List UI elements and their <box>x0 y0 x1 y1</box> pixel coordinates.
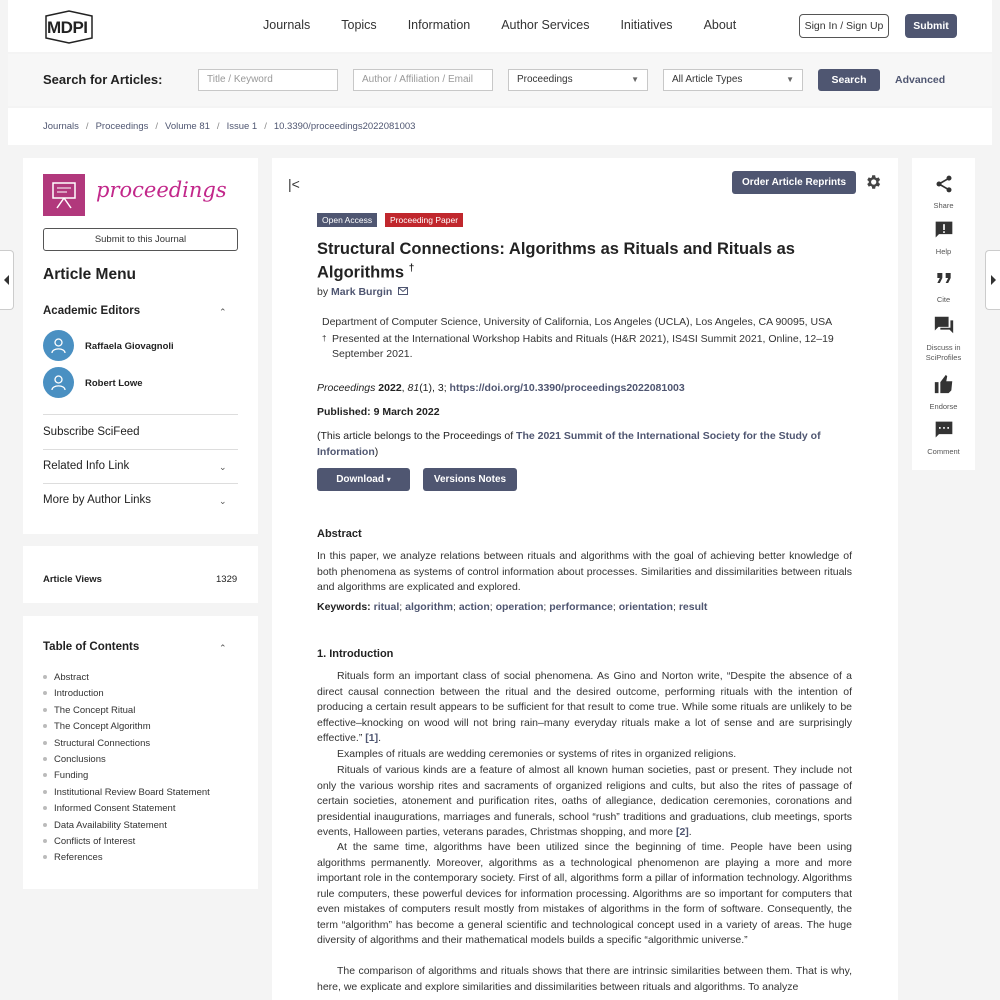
logo-text: MDPI <box>47 18 88 37</box>
bullet-icon <box>43 724 47 728</box>
avatar <box>43 367 74 398</box>
toc-item[interactable]: The Concept Algorithm <box>54 721 151 733</box>
breadcrumb-issue[interactable]: Issue 1 <box>226 121 258 132</box>
cite-rest: (1), 3; <box>419 382 447 394</box>
nav-author-services[interactable]: Author Services <box>501 18 590 32</box>
bullet-icon <box>43 675 47 679</box>
caret-down-icon: ▼ <box>631 75 639 84</box>
title-footnote-mark: † <box>408 263 415 274</box>
bullet-icon <box>43 790 47 794</box>
caret-down-icon: ▼ <box>786 75 794 84</box>
keyword-link[interactable]: result <box>678 601 708 613</box>
keyword-link[interactable]: algorithm <box>405 601 453 613</box>
intro-paragraph <box>317 747 852 763</box>
belongs-to <box>317 429 857 460</box>
note-mark: † <box>322 334 327 343</box>
by-label: by <box>317 286 329 298</box>
chevron-up-icon[interactable]: ⌃ <box>219 643 227 653</box>
keywords-label: Keywords: <box>317 601 371 613</box>
chevron-down-icon[interactable]: ⌄ <box>219 462 227 472</box>
cite-action[interactable] <box>912 268 975 305</box>
comment-action[interactable] <box>912 420 975 457</box>
intro-paragraph: Rituals of various kinds are a feature of almost all known human societies, past or present. They include not only the various worship rites and sacraments of organized religions and cults, but also the rites of passage of certain societies, atonement and purification rites, oaths of allegiance, dedication ceremonies, coronations and presidential inaugurations, marriages and funerals, school “rush” traditions and graduations, club meetings, sports events, Halloween parties, veterans parades, Christmas shopping, and more [2]. <box>317 764 852 838</box>
article-type-badge: Proceeding Paper <box>385 213 463 227</box>
help-action[interactable] <box>912 220 975 257</box>
comment-icon <box>934 420 954 440</box>
open-access-badge: Open Access <box>317 213 377 227</box>
arrow-right-icon <box>991 275 996 285</box>
paragraph-text: At the same time, algorithms have been utilized since the beginning of time. People have been using algorithms permanently. Moreover, algorithms as a technological phenomenon are playing a more and more important role in the contemporary society. First of all, algorithms form a pillar of information technology. Algorithms rule computers, these powerful devices for information processing. Algorithms are so important for computers that even mistakes of computers result mostly from mistakes of algorithms in the form of software. Consequently, the term “algorithm” has become a general scientific and technological concept used in a variety of areas. The huge diversity of algorithms and their mathematical models builds a specific “algorithmic universe.” <box>317 841 852 946</box>
divider <box>43 414 238 415</box>
article-type-value: All Article Types <box>672 74 743 85</box>
comment-label: Comment <box>927 447 960 456</box>
advanced-search-link[interactable]: Advanced <box>895 74 946 86</box>
editor-name[interactable]: Robert Lowe <box>85 378 143 389</box>
presentation-note: Presented at the International Workshop Habits and Rituals (H&R 2021), IS4SI Summit 2021, Online, 12–19 September 2021. <box>332 333 834 360</box>
keyword-separator: ; <box>399 601 406 613</box>
toc-item[interactable]: Abstract <box>54 672 89 683</box>
article-views-label: Article Views <box>43 574 102 585</box>
related-info-link[interactable]: Related Info Link <box>43 460 130 472</box>
main-nav <box>263 18 767 32</box>
discuss-label: Discuss in SciProfiles <box>925 343 962 362</box>
breadcrumb-separator: / <box>264 121 267 132</box>
published-date: Published: 9 March 2022 <box>317 406 440 418</box>
arrow-left-icon <box>4 275 9 285</box>
keyword-link[interactable]: performance <box>549 601 613 613</box>
proceedings-link[interactable]: The 2021 Summit of the International Society for the Study of Information <box>317 430 821 458</box>
right-panel-toggle[interactable] <box>985 250 1000 310</box>
breadcrumb-journals[interactable]: Journals <box>43 121 79 132</box>
thumbs-up-icon <box>933 373 955 395</box>
bullet-icon <box>43 691 47 695</box>
bullet-icon <box>43 708 47 712</box>
search-bar <box>8 54 992 106</box>
paragraph-text: The comparison of algorithms and rituals shows that there are intrinsic similarities between them. That is why, here, we explicate and explore similarities and dissimilarities between rituals and algorithms. To analyze <box>317 965 852 993</box>
bullet-icon <box>43 757 47 761</box>
article-title-text: Structural Connections: Algorithms as Rituals and Rituals as Algorithms <box>317 240 795 282</box>
paragraph-text: Rituals of various kinds are a feature of almost all known human societies, past or present. They include not only the various worship rites and sacraments of organized religions and cults, but also the rites of passage of certain societies, atonement and purification rites, oaths of allegiance, dedication ceremonies, coronations and presidential inaugurations, marriages and funerals, school “rush” traditions and graduations, club meetings, sports events, Halloween parties, veterans parades, Christmas shopping, and more <box>317 764 852 838</box>
presentation-board-icon <box>43 174 85 216</box>
toc-item[interactable]: References <box>54 852 103 864</box>
article-main <box>272 158 898 1000</box>
chevron-down-icon: ▾ <box>386 475 391 484</box>
keyword-list <box>374 601 708 613</box>
gear-icon[interactable] <box>864 173 882 191</box>
subscribe-scifeed-link[interactable]: Subscribe SciFeed <box>43 426 140 438</box>
toc-item[interactable]: Data Availability Statement <box>54 819 167 831</box>
bullet-icon <box>43 855 47 859</box>
intro-paragraph: Rituals form an important class of social phenomena. As Gino and Norton write, “Despite the absence of a direct causal connection between the ritual and the desired outcome, performing rituals with the intention of producing a certain result appears to be sufficient for that result to come true. While some rituals are unlikely to be effective–knocking on wood will not bring rain–many everyday rituals make a lot of sense and are surprisingly effective.” [1]. <box>317 670 852 744</box>
doi-link[interactable]: https://doi.org/10.3390/proceedings2022081003 <box>449 382 685 394</box>
bullet-icon <box>43 773 47 777</box>
person-icon <box>50 374 67 391</box>
article-views-card <box>23 546 258 603</box>
toc-item[interactable]: Structural Connections <box>54 737 151 749</box>
abstract-title: Abstract <box>317 528 362 540</box>
keyword-input[interactable]: Title / Keyword <box>198 69 338 91</box>
keyword-separator: ; <box>672 601 679 613</box>
search-label: Search for Articles: <box>43 72 163 87</box>
toc-card <box>23 616 258 889</box>
help-label: Help <box>935 247 952 256</box>
keyword-link[interactable]: ritual <box>373 601 400 613</box>
keyword-link[interactable]: action <box>458 601 490 613</box>
divider <box>43 449 238 450</box>
editor-name[interactable]: Raffaela Giovagnoli <box>85 341 174 352</box>
nav-topics[interactable]: Topics <box>341 18 377 32</box>
breadcrumb <box>43 121 415 132</box>
cite-label: Cite <box>936 295 951 304</box>
author-input[interactable]: Author / Affiliation / Email <box>353 69 493 91</box>
bullet-icon <box>43 741 47 745</box>
introduction-title: 1. Introduction <box>317 648 394 660</box>
keywords <box>317 601 707 613</box>
citation: Proceedings 2022, 81(1), 3; https://doi.org/10.3390/proceedings2022081003 <box>317 382 685 394</box>
toc-item[interactable]: The Concept Ritual <box>54 704 136 716</box>
bullet-icon <box>43 806 47 810</box>
author-name[interactable]: Mark Burgin <box>331 286 393 298</box>
bullet-icon <box>43 823 47 827</box>
journal-name[interactable]: proceedings <box>96 178 227 202</box>
share-label: Share <box>933 201 954 210</box>
submit-button[interactable]: Submit <box>905 14 957 38</box>
intro-paragraph <box>317 964 852 995</box>
nav-initiatives[interactable]: Initiatives <box>620 18 673 32</box>
belongs-prefix: (This article belongs to the Proceedings of <box>317 430 517 442</box>
toc-title[interactable]: Table of Contents <box>43 641 140 653</box>
reference-link[interactable]: [2] <box>675 826 689 838</box>
signin-button[interactable]: Sign In / Sign Up <box>799 14 889 38</box>
abstract-text: In this paper, we analyze relations between rituals and algorithms with the goal of achieving better knowledge of both phenomena as systems of control information about processes. Similarities and dissimilarities between rituals and algorithms are explicated and explored. <box>317 550 852 593</box>
keyword-separator: ; <box>543 601 550 613</box>
person-icon <box>50 337 67 354</box>
keyword-separator: ; <box>612 601 619 613</box>
nav-about[interactable]: About <box>703 18 737 32</box>
belongs-suffix: ) <box>374 445 379 458</box>
article-title <box>317 240 837 283</box>
keyword-separator: ; <box>452 601 459 613</box>
keyword-link[interactable]: orientation <box>618 601 673 613</box>
collapse-sidebar-icon[interactable]: |< <box>288 176 300 192</box>
keyword-link[interactable]: operation <box>495 601 544 613</box>
discuss-action[interactable] <box>912 314 975 363</box>
share-icon <box>934 174 954 194</box>
authors <box>317 286 408 298</box>
avatar <box>43 330 74 361</box>
keyword-separator: ; <box>489 601 496 613</box>
breadcrumb-separator: / <box>155 121 159 132</box>
chevron-up-icon[interactable]: ⌃ <box>219 307 227 317</box>
toc-item[interactable]: Conclusions <box>54 754 106 765</box>
left-panel-toggle[interactable] <box>0 250 14 310</box>
reference-link[interactable]: [1] <box>365 732 379 744</box>
author-links[interactable]: More by Author Links <box>43 494 152 506</box>
divider <box>43 483 238 484</box>
forum-icon <box>933 314 955 336</box>
chevron-down-icon[interactable]: ⌄ <box>219 496 227 506</box>
mdpi-logo[interactable] <box>43 10 95 44</box>
quote-icon <box>934 268 954 288</box>
order-reprints-button[interactable]: Order Article Reprints <box>732 171 856 194</box>
breadcrumb-doi: 10.3390/proceedings2022081003 <box>273 121 416 132</box>
affiliation: Department of Computer Science, University of California, Los Angeles (UCLA), Los Angeles, CA 90095, USA <box>322 316 833 328</box>
download-button[interactable] <box>317 468 410 491</box>
intro-paragraph <box>317 840 852 949</box>
article-type-select[interactable] <box>663 69 803 91</box>
journal-select-value: Proceedings <box>517 74 573 85</box>
article-menu-title: Article Menu <box>43 266 137 283</box>
breadcrumb-bar <box>8 108 992 145</box>
academic-editors-title[interactable]: Academic Editors <box>43 305 141 317</box>
versions-notes-button[interactable]: Versions Notes <box>423 468 517 491</box>
toc-item[interactable]: Introduction <box>54 688 104 700</box>
cite-year: 2022 <box>378 382 402 394</box>
article-menu-card <box>23 158 258 534</box>
download-label: Download <box>336 474 384 485</box>
nav-information[interactable]: Information <box>407 18 471 32</box>
breadcrumb-separator: / <box>216 121 220 132</box>
cite-volume: 81 <box>407 382 420 394</box>
journal-select[interactable] <box>508 69 648 91</box>
toc-item[interactable]: Conflicts of Interest <box>54 836 136 847</box>
endorse-label: Endorse <box>929 402 958 411</box>
cite-journal: Proceedings <box>317 382 376 394</box>
toc-item[interactable]: Funding <box>54 770 89 782</box>
breadcrumb-proceedings[interactable]: Proceedings <box>95 121 149 132</box>
search-button[interactable]: Search <box>818 69 880 91</box>
breadcrumb-volume[interactable]: Volume 81 <box>165 121 210 132</box>
share-action[interactable] <box>912 174 975 211</box>
breadcrumb-separator: / <box>85 121 89 132</box>
email-icon[interactable] <box>398 287 408 295</box>
nav-journals[interactable]: Journals <box>263 18 311 32</box>
paragraph-text: Examples of rituals are wedding ceremonies or systems of rites in organized religions. <box>337 748 737 760</box>
help-icon <box>934 220 954 240</box>
right-action-bar <box>912 158 975 470</box>
toc-item[interactable]: Institutional Review Board Statement <box>54 786 210 798</box>
submit-to-journal-button[interactable]: Submit to this Journal <box>43 228 238 251</box>
endorse-action[interactable] <box>912 373 975 412</box>
article-views-value: 1329 <box>216 574 238 585</box>
top-header <box>8 0 992 52</box>
bullet-icon <box>43 839 47 843</box>
journal-logo-icon[interactable] <box>43 174 85 216</box>
paragraph-text: Rituals form an important class of social phenomena. As Gino and Norton write, “Despite the absence of a direct causal connection between the ritual and the desired outcome, performing rituals with the intention of producing a certain result appears to be sufficient for that result to come true. While some rituals are unlikely to be effective–knocking on wood will not bring rain–many everyday rituals make a lot of sense and are surprisingly effective.” <box>317 670 852 744</box>
toc-item[interactable]: Informed Consent Statement <box>54 803 176 815</box>
